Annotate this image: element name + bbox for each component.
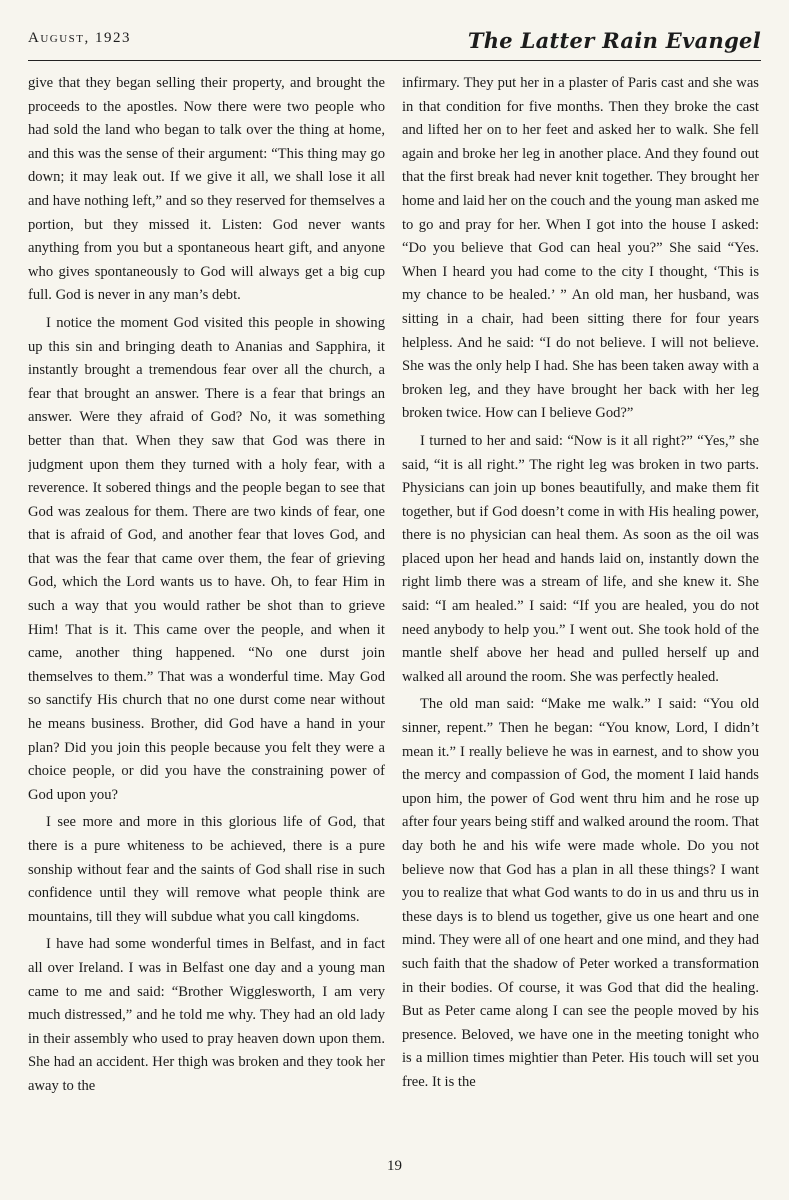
- paragraph: I have had some wonderful times in Belfast, and in fact all over Ireland. I was in Belfast one day and a young man came to me and said: “Brother Wigglesworth, I am very much distressed,” and he told me why. They had an old lady in their assembly who used to pray heaven down upon them. She had an accident. Her thigh was broken and they took her away to the: [28, 936, 385, 1094]
- page-number: 19: [387, 1158, 402, 1174]
- paragraph: I turned to her and said: “Now is it all right?” “Yes,” she said, “it is all right.” The right leg was broken in two parts. Physicians can join up bones beautifully, and make them fit together, but if God doesn’t come in with His healing power, there is no physician can heal them. As soon as the oil was placed upon her head and hands laid on, instantly down the right limb there was a stream of life, and she knew it. She said: “I am healed.” I said: “If you are healed, you do not need anybody to help you.” I went out. She took hold of the mantle shelf above her head and pulled herself up and walked all around the room. She was perfectly healed.: [402, 432, 759, 685]
- paragraph: I see more and more in this glorious life of God, that there is a pure whiteness to be achieved, there is a pure sonship without fear and the saints of God shall rise in such confidence until they will remove what people think are mountains, till they will subdue what you call kingdoms.: [28, 814, 385, 925]
- right-column: [402, 72, 759, 1152]
- issue-date: August, 1923: [28, 30, 132, 46]
- paragraph: The old man said: “Make me walk.” I said: “You old sinner, repent.” Then he began: “You know, Lord, I didn’t mean it.” I really believe he was in earnest, and to show you the mercy and compassion of God, the moment I laid hands upon him, the power of God went thru him and he rose up after four years being stiff and walked around the room. That day both he and his wife were made whole. Do you not believe now that God has a plan in all these things? I want you to realize that what God wants to do in us and thru us in these days is to blend us together, give us one heart and one mind. They were all of one heart and one mind, and they had such faith that the shadow of Peter worked a transformation in their bodies. Of course, it was God that did the healing. But as Peter came along I can see the people moved by his presence. Beloved, we have one in the meeting tonight who is a million times mightier than Peter. His touch will set you free. It is the: [402, 696, 759, 1090]
- paragraph: I notice the moment God visited this people in showing up this sin and bringing death to Ananias and Sapphira, it instantly brought a tremendous fear over all the church, a fear that brought an answer. There is a fear that brings an answer. Were they afraid of God? No, it was something better than that. When they saw that God was there in judgment upon them they turned with a holy fear, with a reverence. It sobered things and the people began to see that God was zealous for them. There are two kinds of fear, one that is afraid of God, and another fear that loves God, and that was the fear that came over them, the fear of grieving God, which the Lord wants us to have. Oh, to fear Him in such a way that you would rather be shot than to grieve Him! That is it. This came over the people, and when it came, another thing happened. “No one durst join themselves to them.” That was a wonderful time. May God so sanctify His church that no one durst come near without he means business. Brother, did God have a hand in your plan? Did you join this people because you felt they were a choice people, or did you have the constraining power of God upon you?: [28, 314, 385, 803]
- header-rule: [28, 60, 761, 61]
- paragraph: give that they began selling their property, and brought the proceeds to the apostles. Now there were two people who had sold the land who began to talk over the thing at home, and this was the sense of their argument: “This thing may go down; it may leak out. If we give it all, we shall lose it all and have nothing left,” and so they reserved for themselves a portion, but they missed it. Listen: God never wants anything from you but a spontaneous heart gift, and anyone who gives spontaneously to God will always get a big cup full. God is never in any man’s debt.: [28, 75, 385, 304]
- journal-title: The Latter Rain Evangel: [467, 28, 761, 53]
- left-column: [28, 72, 385, 1152]
- page-header: [28, 28, 761, 62]
- paragraph: infirmary. They put her in a plaster of Paris cast and she was in that condition for five months. Then they broke the cast and lifted her on to her feet and asked her to walk. She fell again and broke her leg in another place. And they found out that the first break had never knit together. They brought her home and laid her on the couch and the young man asked me to go and pray for her. When I got into the house I asked: “Do you believe that God can heal you?” She said “Yes. When I heard you had come to the city I thought, ‘This is my chance to be healed.’ ” An old man, her husband, was sitting in a chair, had been sitting there for four years helpless. And he said: “I do not believe. I will not believe. She was the only help I had. She has been taken away with a broken leg, and they have brought her back with her leg broken twice. How can I believe God?”: [402, 75, 759, 422]
